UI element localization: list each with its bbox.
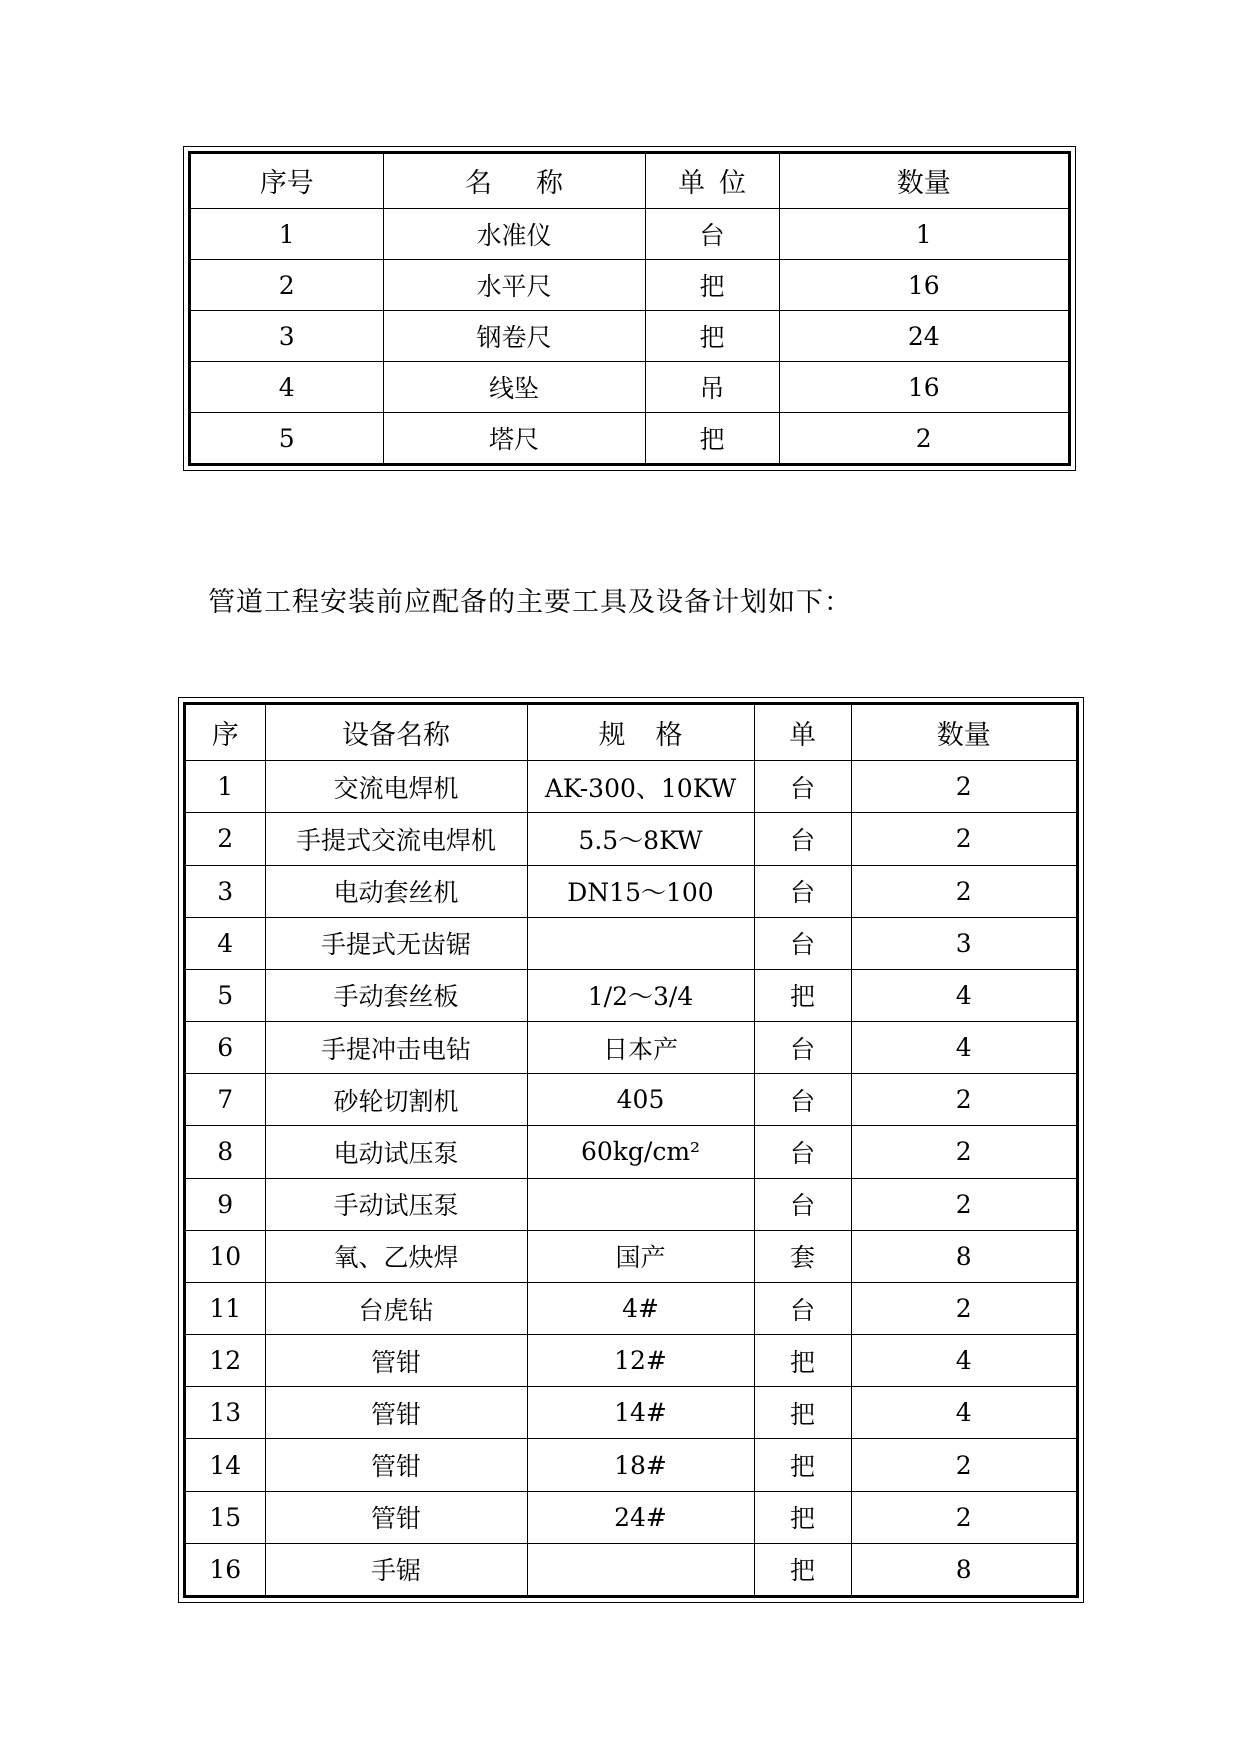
table-row [191,260,1068,311]
cell-quantity: 2 [851,1074,1076,1126]
cell-index: 3 [191,311,383,362]
cell-spec: 国产 [527,1230,754,1282]
cell-equipment-name: 电动试压泵 [265,1126,527,1178]
equipment-plan-table [178,697,1084,1603]
cell-unit: 把 [754,1543,851,1595]
cell-equipment-name: 管钳 [265,1491,527,1543]
cell-equipment-name: 管钳 [265,1335,527,1387]
cell-spec: 18# [527,1439,754,1491]
cell-index: 7 [186,1074,265,1126]
cell-quantity: 16 [779,260,1068,311]
cell-equipment-name: 手动套丝板 [265,969,527,1021]
cell-equipment-name: 手动试压泵 [265,1178,527,1230]
cell-index: 2 [186,813,265,865]
cell-equipment-name: 手提式交流电焊机 [265,813,527,865]
table-row [186,813,1076,865]
cell-index: 10 [186,1230,265,1282]
cell-unit: 把 [645,311,779,362]
cell-index: 5 [186,969,265,1021]
cell-index: 14 [186,1439,265,1491]
table-row [191,311,1068,362]
cell-equipment-name: 管钳 [265,1387,527,1439]
header-cell-quantity: 数量 [851,705,1076,761]
cell-quantity: 2 [851,761,1076,813]
table-row [186,1491,1076,1543]
cell-quantity: 2 [851,1178,1076,1230]
cell-quantity: 2 [779,413,1068,463]
cell-name: 塔尺 [383,413,645,463]
cell-equipment-name: 台虎钻 [265,1282,527,1334]
header-cell-quantity: 数量 [779,154,1068,208]
table-row [186,1178,1076,1230]
cell-spec: DN15～100 [527,865,754,917]
cell-quantity: 4 [851,969,1076,1021]
table-row [191,208,1068,259]
cell-quantity: 1 [779,208,1068,259]
cell-index: 12 [186,1335,265,1387]
cell-quantity: 2 [851,1439,1076,1491]
cell-unit: 吊 [645,362,779,413]
cell-spec [527,917,754,969]
cell-index: 1 [191,208,383,259]
cell-name: 水平尺 [383,260,645,311]
cell-equipment-name: 手提式无齿锯 [265,917,527,969]
cell-name: 钢卷尺 [383,311,645,362]
cell-equipment-name: 交流电焊机 [265,761,527,813]
cell-equipment-name: 电动套丝机 [265,865,527,917]
measuring-tools-table [183,146,1076,471]
cell-spec: 4# [527,1282,754,1334]
table-row [186,1074,1076,1126]
cell-quantity: 2 [851,1491,1076,1543]
cell-equipment-name: 手锯 [265,1543,527,1595]
cell-index: 3 [186,865,265,917]
cell-unit: 把 [645,413,779,463]
cell-quantity: 8 [851,1543,1076,1595]
table-row [186,1387,1076,1439]
cell-equipment-name: 砂轮切割机 [265,1074,527,1126]
cell-quantity: 2 [851,813,1076,865]
cell-quantity: 2 [851,865,1076,917]
cell-unit: 把 [754,1439,851,1491]
cell-spec: 60kg/cm² [527,1126,754,1178]
cell-quantity: 3 [851,917,1076,969]
cell-index: 16 [186,1543,265,1595]
cell-spec [527,1543,754,1595]
header-cell-equipment-name: 设备名称 [265,705,527,761]
cell-index: 1 [186,761,265,813]
table-row [191,362,1068,413]
header-cell-unit: 单位 [645,154,779,208]
table2-header-row [186,705,1076,761]
cell-spec: 日本产 [527,1022,754,1074]
cell-index: 11 [186,1282,265,1334]
cell-unit: 台 [754,813,851,865]
cell-index: 5 [191,413,383,463]
cell-unit: 台 [754,761,851,813]
table-row [186,917,1076,969]
table-row [186,761,1076,813]
table-row [186,1022,1076,1074]
table2-body [186,705,1076,1595]
table1-body [191,154,1068,463]
cell-unit: 套 [754,1230,851,1282]
cell-quantity: 16 [779,362,1068,413]
cell-unit: 台 [754,1126,851,1178]
cell-index: 2 [191,260,383,311]
cell-unit: 台 [645,208,779,259]
cell-unit: 台 [754,1022,851,1074]
cell-index: 13 [186,1387,265,1439]
cell-name: 线坠 [383,362,645,413]
cell-index: 4 [191,362,383,413]
header-cell-name: 名称 [383,154,645,208]
cell-spec [527,1178,754,1230]
cell-spec: 24# [527,1491,754,1543]
cell-spec: 405 [527,1074,754,1126]
cell-equipment-name: 氧、乙炔焊 [265,1230,527,1282]
table-row [186,1230,1076,1282]
cell-unit: 台 [754,1074,851,1126]
header-cell-unit: 单 [754,705,851,761]
cell-unit: 把 [754,1491,851,1543]
cell-spec: 1/2～3/4 [527,969,754,1021]
cell-unit: 台 [754,1282,851,1334]
cell-index: 9 [186,1178,265,1230]
cell-index: 6 [186,1022,265,1074]
cell-quantity: 2 [851,1282,1076,1334]
header-cell-index: 序号 [191,154,383,208]
header-cell-index: 序 [186,705,265,761]
cell-unit: 把 [754,1387,851,1439]
cell-unit: 把 [754,1335,851,1387]
cell-spec: 5.5～8KW [527,813,754,865]
cell-name: 水准仪 [383,208,645,259]
cell-equipment-name: 手提冲击电钻 [265,1022,527,1074]
table-row [191,413,1068,463]
table1-header-row [191,154,1068,208]
cell-unit: 把 [754,969,851,1021]
cell-unit: 把 [645,260,779,311]
header-cell-spec: 规格 [527,705,754,761]
intro-paragraph: 管道工程安装前应配备的主要工具及设备计划如下： [208,587,852,618]
cell-quantity: 4 [851,1022,1076,1074]
cell-index: 4 [186,917,265,969]
cell-quantity: 4 [851,1387,1076,1439]
table-row [186,865,1076,917]
table-row [186,1126,1076,1178]
cell-quantity: 2 [851,1126,1076,1178]
table-row [186,1282,1076,1334]
table-row [186,1335,1076,1387]
cell-unit: 台 [754,917,851,969]
cell-equipment-name: 管钳 [265,1439,527,1491]
cell-spec: 14# [527,1387,754,1439]
cell-unit: 台 [754,1178,851,1230]
cell-index: 15 [186,1491,265,1543]
cell-quantity: 8 [851,1230,1076,1282]
cell-quantity: 24 [779,311,1068,362]
cell-unit: 台 [754,865,851,917]
cell-quantity: 4 [851,1335,1076,1387]
table-row [186,1439,1076,1491]
cell-index: 8 [186,1126,265,1178]
table-row [186,1543,1076,1595]
cell-spec: AK-300、10KW [527,761,754,813]
table-row [186,969,1076,1021]
cell-spec: 12# [527,1335,754,1387]
